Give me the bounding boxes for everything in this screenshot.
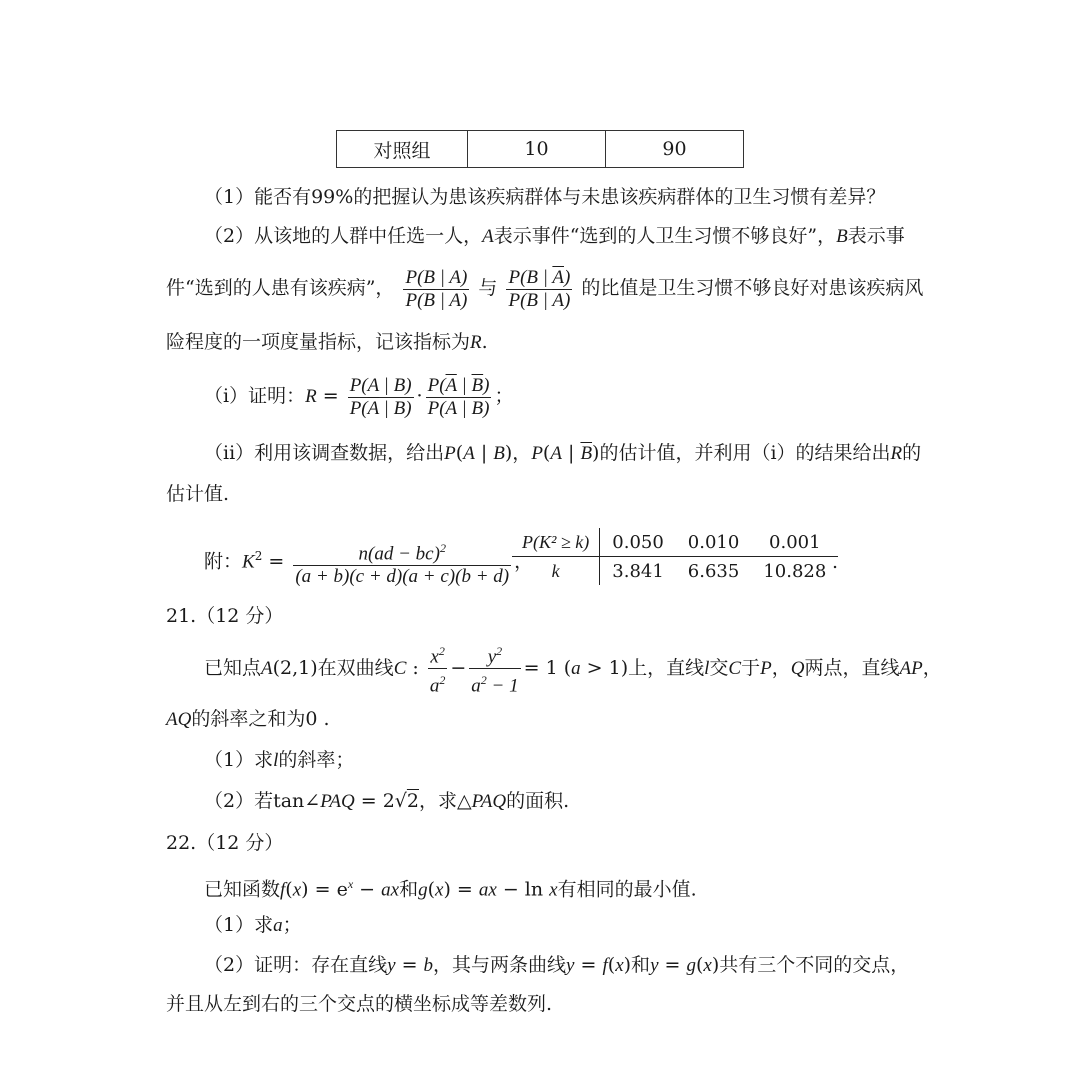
- q20-part-ii-line1: （ii）利用该调查数据，给出P(A | B)，P(A | $\overline{B}$)的估计值，并利用（i）的结果给出R的: [204, 442, 922, 464]
- q20-part2-line3: 险程度的一项度量指标，记该指标为R.: [166, 331, 488, 353]
- table-header: k: [512, 557, 600, 586]
- appendix-formula: 附：$K^2$ = $\frac{n(ad - bc)^2}{(a + b)(c + d)(a + c)(b + d)}$ ，: [204, 530, 533, 588]
- fraction: $\frac{x^2}{a^2}$: [428, 640, 448, 698]
- table-row: [512, 557, 838, 586]
- table-cell: 0.010: [676, 528, 752, 557]
- fraction: $\frac{P(A | B)}{P(\overline{A} | B)}$: [349, 374, 412, 419]
- q22-part2-line1: （2）证明：存在直线y = b，其与两条曲线y = f(x)和y = g(x)共有三个不同的交点，: [204, 954, 910, 976]
- fraction: $\frac{P(B | A)}{P(\overline{B} | A)}$: [405, 266, 468, 311]
- q22-heading: 22.（12 分）: [166, 832, 284, 854]
- table-cell: 0.050: [600, 528, 676, 557]
- q20-part2-line2: 件“选到的人患有该疾病”， $\frac{P(B | A)}{P(\overline{B} | A)}$ 与 $\frac{P(B | \overline{A})}{P(\overline{B} | \overline{A})}$ 的比值是卫生习惯不够良好对患该疾病风: [166, 266, 924, 311]
- table-cell: 10.828: [763, 560, 827, 582]
- q21-heading: 21.（12 分）: [166, 605, 284, 627]
- table-cell: 6.635: [687, 560, 740, 582]
- q21-part2: （2）若tan∠PAQ = 2√2，求△PAQ的面积.: [204, 790, 570, 812]
- q20-part2-line1: （2）从该地的人群中任选一人，A表示事件“选到的人卫生习惯不够良好”，B表示事: [204, 225, 905, 247]
- table-row: [337, 131, 744, 168]
- q22-part1: （1）求a；: [204, 914, 302, 936]
- q20-part-i: （i）证明：R = $\frac{P(A | B)}{P(\overline{A} | B)}$ · $\frac{P(\overline{A} | \overline{B})}{P(A | \overline{B})}$ ；: [204, 374, 514, 419]
- table-cell: 10: [468, 131, 606, 168]
- table-row: [512, 528, 838, 557]
- q21-line1: 已知点A(2,1)在双曲线C : $\frac{x^2}{a^2}$ − $\frac{y^2}{a^2 - 1}$ = 1 (a > 1)上，直线l交C于P，Q两点，直线AP，: [204, 640, 942, 698]
- table-cell: 3.841: [612, 560, 664, 582]
- q22-line1: 已知函数$f(x) = e^x$ − ax和g(x) = ax − ln x有相同的最小值.: [204, 877, 697, 901]
- observation-table: [336, 130, 744, 168]
- row-label: 对照组: [337, 131, 468, 168]
- q20-part-ii-line2: 估计值.: [166, 483, 230, 505]
- table-header: P(K² ≥ k): [512, 528, 600, 557]
- period: .: [832, 551, 839, 573]
- fraction: $\frac{P(B | \overline{A})}{P(\overline{B} | \overline{A})}$: [508, 266, 571, 311]
- fraction: $\frac{y^2}{a^2 - 1}$: [469, 640, 520, 698]
- q21-line2: AQ的斜率之和为0 .: [166, 708, 330, 730]
- q21-part1: （1）求l的斜率；: [204, 749, 355, 771]
- table-cell: 0.001: [751, 528, 838, 557]
- table-cell: 90: [606, 131, 744, 168]
- critical-values-table: [512, 528, 838, 585]
- q20-part1: （1）能否有99%的把握认为患该疾病群体与未患该疾病群体的卫生习惯有差异？: [204, 186, 886, 208]
- fraction: $\frac{P(\overline{A} | \overline{B})}{P(A | \overline{B})}$: [427, 374, 490, 419]
- fraction: $\frac{n(ad - bc)^2}{(a + b)(c + d)(a + c)(b + d)}$: [293, 537, 511, 588]
- q22-part2-line2: 并且从左到右的三个交点的横坐标成等差数列.: [166, 993, 553, 1015]
